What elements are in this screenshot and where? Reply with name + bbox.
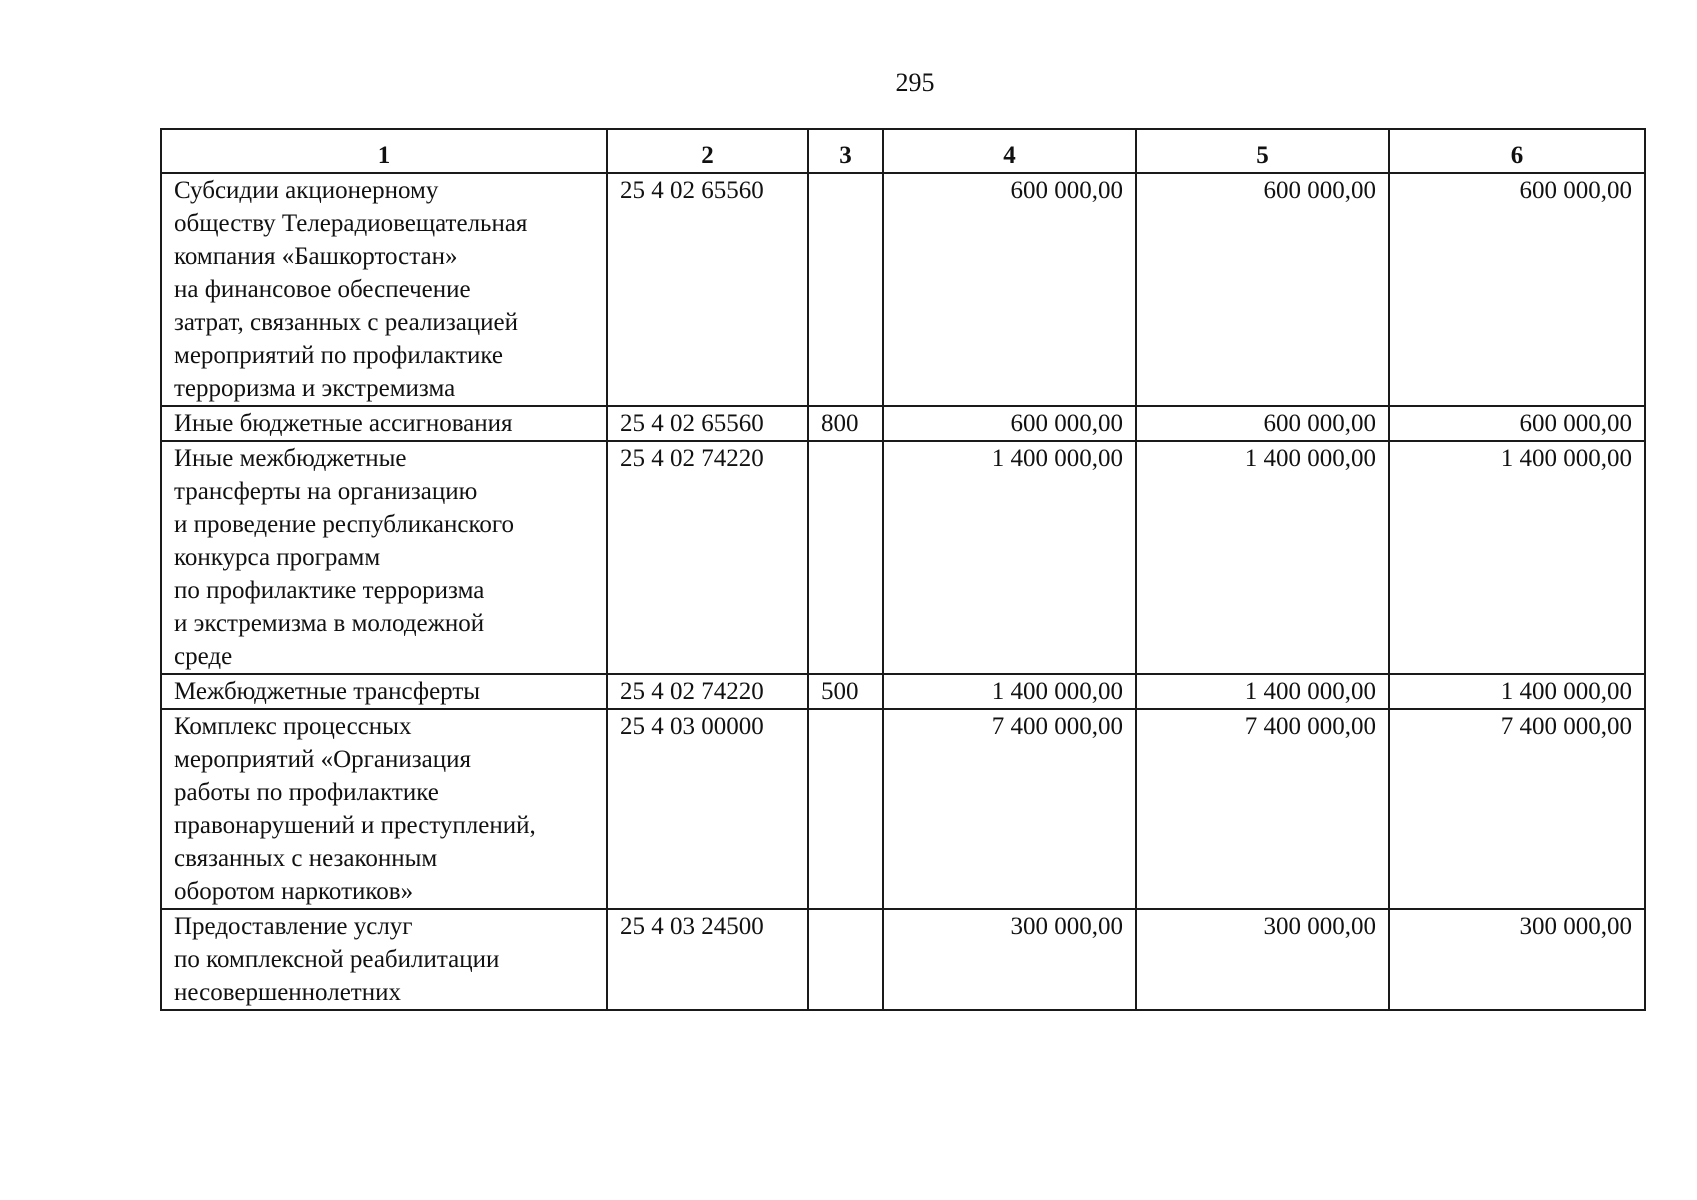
page-number: 295 [895, 68, 935, 97]
row-amount-4-cell: 600 000,00 [883, 406, 1136, 441]
row-name-line: конкурса программ [174, 544, 381, 571]
row-amount-4-cell: 1 400 000,00 [883, 674, 1136, 709]
row-name-cell [161, 674, 607, 709]
row-name-line: Иные бюджетные ассигнования [174, 410, 513, 437]
budget-table [160, 128, 1646, 1011]
row-amount-5-cell: 1 400 000,00 [1136, 441, 1389, 674]
row-kvr-cell [808, 441, 883, 674]
row-name-line: и проведение республиканского [174, 511, 515, 538]
row-name-line: мероприятий по профилактике [174, 342, 504, 369]
row-code-cell: 25 4 02 65560 [607, 173, 808, 406]
row-kvr-cell: 800 [808, 406, 883, 441]
row-name-line: мероприятий «Организация [174, 746, 471, 773]
row-kvr-cell: 500 [808, 674, 883, 709]
row-amount-6-cell: 7 400 000,00 [1389, 709, 1645, 909]
row-name-line: затрат, связанных с реализацией [174, 309, 519, 336]
row-name-line: Субсидии акционерному [174, 177, 439, 204]
row-amount-5-cell: 1 400 000,00 [1136, 674, 1389, 709]
row-amount-6-cell: 600 000,00 [1389, 406, 1645, 441]
column-header-5: 5 [1136, 129, 1389, 173]
row-name-line: обществу Телерадиовещательная [174, 210, 528, 237]
column-header-3: 3 [808, 129, 883, 173]
row-amount-6-cell: 1 400 000,00 [1389, 441, 1645, 674]
row-amount-4-cell: 1 400 000,00 [883, 441, 1136, 674]
column-header-4: 4 [883, 129, 1136, 173]
table-row [161, 709, 1645, 909]
row-name-line: Предоставление услуг [174, 913, 413, 940]
row-name-cell [161, 406, 607, 441]
row-name-line: правонарушений и преступлений, [174, 812, 536, 839]
row-name-line: на финансовое обеспечение [174, 276, 471, 303]
table-row [161, 406, 1645, 441]
row-kvr-cell [808, 173, 883, 406]
table-row [161, 674, 1645, 709]
row-name-line: оборотом наркотиков» [174, 878, 414, 905]
row-code-cell: 25 4 03 24500 [607, 909, 808, 1010]
row-amount-5-cell: 600 000,00 [1136, 406, 1389, 441]
table-header-row [161, 129, 1645, 173]
row-name-line: по комплексной реабилитации [174, 946, 500, 973]
row-code-cell: 25 4 02 74220 [607, 441, 808, 674]
row-name-cell [161, 709, 607, 909]
row-name-cell [161, 173, 607, 406]
row-name-line: несовершеннолетних [174, 979, 401, 1006]
row-kvr-cell [808, 709, 883, 909]
row-kvr-cell [808, 909, 883, 1010]
row-name-line: и экстремизма в молодежной [174, 610, 485, 637]
row-name-line: компания «Башкортостан» [174, 243, 458, 270]
row-name-line: терроризма и экстремизма [174, 375, 456, 402]
row-amount-5-cell: 600 000,00 [1136, 173, 1389, 406]
row-name-line: трансферты на организацию [174, 478, 478, 505]
row-amount-6-cell: 300 000,00 [1389, 909, 1645, 1010]
row-name-line: связанных с незаконным [174, 845, 438, 872]
row-name-line: по профилактике терроризма [174, 577, 485, 604]
column-header-6: 6 [1389, 129, 1645, 173]
row-amount-4-cell: 600 000,00 [883, 173, 1136, 406]
row-name-cell [161, 441, 607, 674]
row-name-line: работы по профилактике [174, 779, 439, 806]
table-row [161, 441, 1645, 674]
row-amount-4-cell: 300 000,00 [883, 909, 1136, 1010]
row-amount-4-cell: 7 400 000,00 [883, 709, 1136, 909]
column-header-1: 1 [161, 129, 607, 173]
row-name-line: Межбюджетные трансферты [174, 678, 481, 705]
row-code-cell: 25 4 02 74220 [607, 674, 808, 709]
row-amount-5-cell: 300 000,00 [1136, 909, 1389, 1010]
row-name-cell [161, 909, 607, 1010]
row-name-line: среде [174, 643, 233, 670]
table-body [161, 173, 1645, 1010]
row-amount-6-cell: 1 400 000,00 [1389, 674, 1645, 709]
row-name-line: Иные межбюджетные [174, 445, 407, 472]
row-code-cell: 25 4 03 00000 [607, 709, 808, 909]
row-amount-5-cell: 7 400 000,00 [1136, 709, 1389, 909]
row-code-cell: 25 4 02 65560 [607, 406, 808, 441]
table-row [161, 173, 1645, 406]
table-row [161, 909, 1645, 1010]
row-name-line: Комплекс процессных [174, 713, 412, 740]
row-amount-6-cell: 600 000,00 [1389, 173, 1645, 406]
column-header-2: 2 [607, 129, 808, 173]
